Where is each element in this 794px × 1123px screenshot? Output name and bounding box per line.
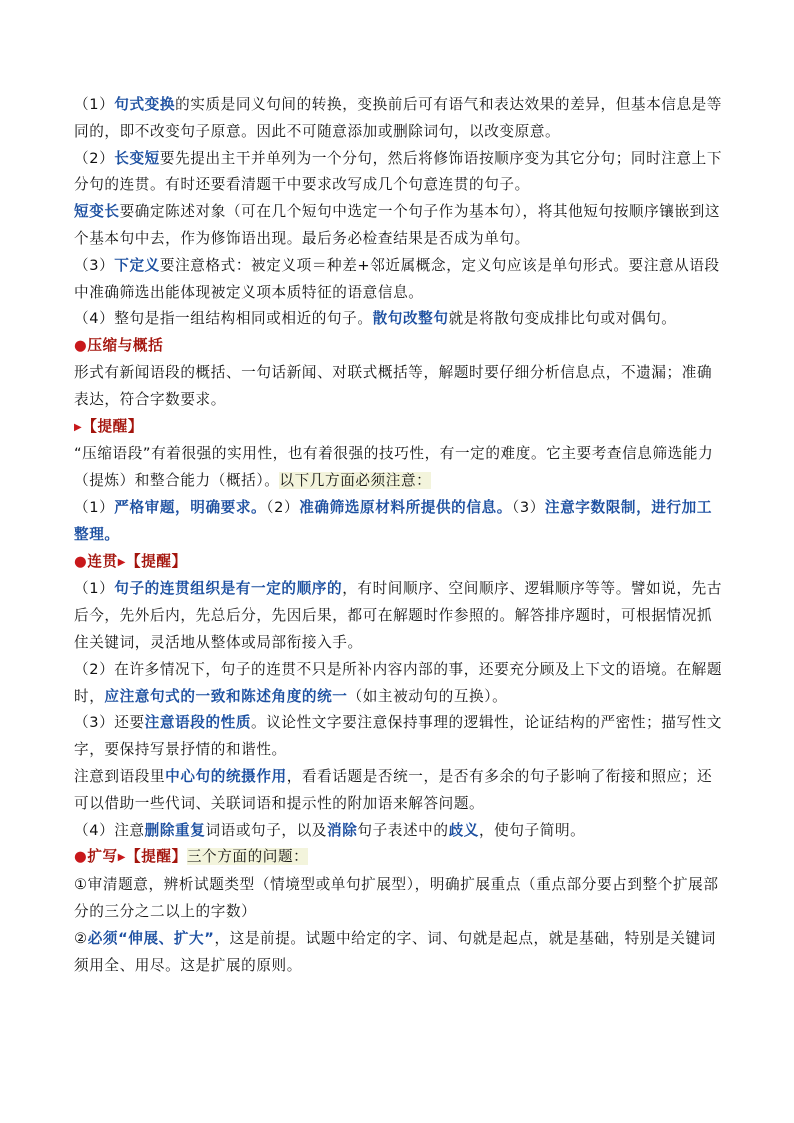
- bullet-dot-icon: ●: [74, 337, 88, 355]
- triangle-marker-icon: ▶: [117, 556, 127, 568]
- section-heading: 【提醒】: [126, 848, 187, 866]
- text-segment: 词语或句子，以及: [205, 821, 328, 839]
- text-segment: ，看看话题是否统一，是否有多余的句子影响了衔接和照应；还可以借助一些代词、关联词语和提示性的附加语来解答问题。: [74, 767, 713, 812]
- bullet-dot-icon: ●: [74, 552, 88, 570]
- emphasis-text: 下定义: [114, 256, 160, 274]
- paragraph: [74, 360, 724, 414]
- highlighted-text: 三个方面的问题：: [186, 848, 309, 866]
- emphasis-text: 消除: [327, 821, 358, 839]
- text-segment: （3）还要: [74, 714, 145, 732]
- text-segment: 要先提出主干并单列为一个分句，然后将修饰语按顺序变为其它分句；同时注意上下分句的连贯。有时还要看清题干中要求改写成几个句意连贯的句子。: [74, 149, 723, 194]
- text-segment: （2）: [74, 149, 115, 167]
- text-segment: （2）: [266, 498, 300, 516]
- paragraph: [74, 306, 724, 333]
- text-segment: “压缩语段”有着很强的实用性，也有着很强的技巧性，有一定的难度。它主要考查信息筛选能力（提炼）和整合能力（概括）。: [74, 445, 714, 490]
- paragraph: [74, 710, 724, 764]
- text-segment: （如主被动句的互换）。: [347, 687, 508, 705]
- text-segment: ，使句子简明。: [478, 821, 586, 839]
- text-segment: （3）: [511, 498, 545, 516]
- paragraph: [74, 818, 724, 845]
- emphasis-text: 应注意句式的一致和陈述角度的统一: [104, 687, 348, 705]
- section-heading: 连贯: [87, 552, 118, 570]
- text-segment: 注意到语段里: [74, 767, 166, 785]
- bullet-dot-icon: ●: [74, 848, 88, 866]
- text-segment: 。议论性文字要注意保持事理的逻辑性，论证结构的严密性；描写性文字，要保持写景抒情的和谐性。: [74, 714, 723, 759]
- text-segment: 形式有新闻语段的概括、一句话新闻、对联式概括等，解题时要仔细分析信息点，不遗漏；准确表达，符合字数要求。: [74, 363, 713, 408]
- text-segment: （2）在许多情况下，句子的连贯不只是所补内容内部的事，还要充分顾及上下文的语境。在解题时，: [74, 660, 723, 705]
- text-segment: （1）: [74, 498, 115, 516]
- emphasis-text: 歧义: [448, 821, 479, 839]
- paragraph: [74, 764, 724, 818]
- emphasis-text: 中心句的统摄作用: [165, 767, 287, 785]
- emphasis-text: 短变长: [74, 203, 120, 221]
- paragraph: [74, 253, 724, 307]
- text-segment: 的实质是同义句间的转换，变换前后可有语气和表达效果的差异，但基本信息是等同的，即不改变句子原意。因此不可随意添加或删除词句，以改变原意。: [74, 96, 723, 140]
- text-segment: ，有时间顺序、空间顺序、逻辑顺序等等。譬如说，先古后今，先外后内，先总后分，先因后果，都可在解题时作参照的。解答排序题时，可根据情况抓住关键词，灵活地从整体或局部衔接入手。: [74, 580, 723, 651]
- emphasis-text: 删除重复: [144, 821, 206, 839]
- emphasis-text: 必须“伸展、扩大”: [87, 929, 215, 947]
- paragraph: [74, 549, 724, 577]
- text-segment: 要注意格式：被定义项＝种差+邻近属概念，定义句应该是单句形式。要注意从语段中准确筛选出能体现被定义项本质特征的语意信息。: [74, 256, 720, 301]
- emphasis-text: 准确筛选原材料所提供的信息。: [299, 498, 512, 516]
- paragraph: [74, 495, 724, 549]
- highlighted-text: 以下几方面必须注意：: [279, 472, 432, 490]
- paragraph: [74, 199, 724, 253]
- text-segment: ②: [74, 929, 88, 947]
- section-heading: 【提醒】: [126, 552, 187, 570]
- text-segment: （4）整句是指一组结构相同或相近的句子。: [74, 310, 373, 328]
- text-segment: 句子表述中的: [357, 821, 449, 839]
- text-segment: ，这是前提。试题中给定的字、词、句就是起点，就是基础，特别是关键词须用全、用尽。这是扩展的原则。: [74, 929, 716, 974]
- paragraph: [74, 872, 724, 926]
- text-segment: 就是将散句变成排比句或对偶句。: [448, 310, 677, 328]
- paragraph: [74, 441, 724, 495]
- text-segment: （4）注意: [74, 821, 145, 839]
- emphasis-text: 散句改整句: [372, 310, 449, 328]
- paragraph: [74, 576, 724, 656]
- section-heading: 扩写: [87, 848, 118, 866]
- text-segment: （1）: [74, 580, 115, 598]
- section-heading: 压缩与概括: [87, 337, 164, 355]
- paragraph: [74, 657, 724, 711]
- text-segment: （1）: [74, 96, 115, 113]
- paragraph: [74, 926, 724, 980]
- paragraph: [74, 333, 724, 360]
- emphasis-text: 句式变换: [114, 96, 176, 113]
- emphasis-text: 注意字数限制，进行加工整理。: [74, 498, 713, 543]
- emphasis-text: 句子的连贯组织是有一定的顺序的: [114, 580, 343, 598]
- paragraph: [74, 92, 724, 146]
- triangle-marker-icon: ▶: [117, 852, 127, 864]
- paragraph: [74, 146, 724, 200]
- document-body: [74, 92, 724, 979]
- text-segment: （3）: [74, 256, 115, 274]
- emphasis-text: 长变短: [114, 149, 160, 167]
- paragraph: [74, 414, 724, 442]
- text-segment: 要确定陈述对象（可在几个短句中选定一个句子作为基本句），将其他短句按顺序镶嵌到这个基本句中去，作为修饰语出现。最后务必检查结果是否成为单句。: [74, 203, 721, 247]
- section-heading: 【提醒】: [82, 417, 144, 435]
- paragraph: [74, 844, 724, 872]
- emphasis-text: 严格审题，明确要求。: [114, 498, 267, 516]
- triangle-marker-icon: ▶: [74, 421, 83, 433]
- text-segment: ①审清题意，辨析试题类型（情境型或单句扩展型），明确扩展重点（重点部分要占到整个扩展部分的三分之二以上的字数）: [74, 876, 719, 920]
- emphasis-text: 注意语段的性质: [144, 714, 252, 732]
